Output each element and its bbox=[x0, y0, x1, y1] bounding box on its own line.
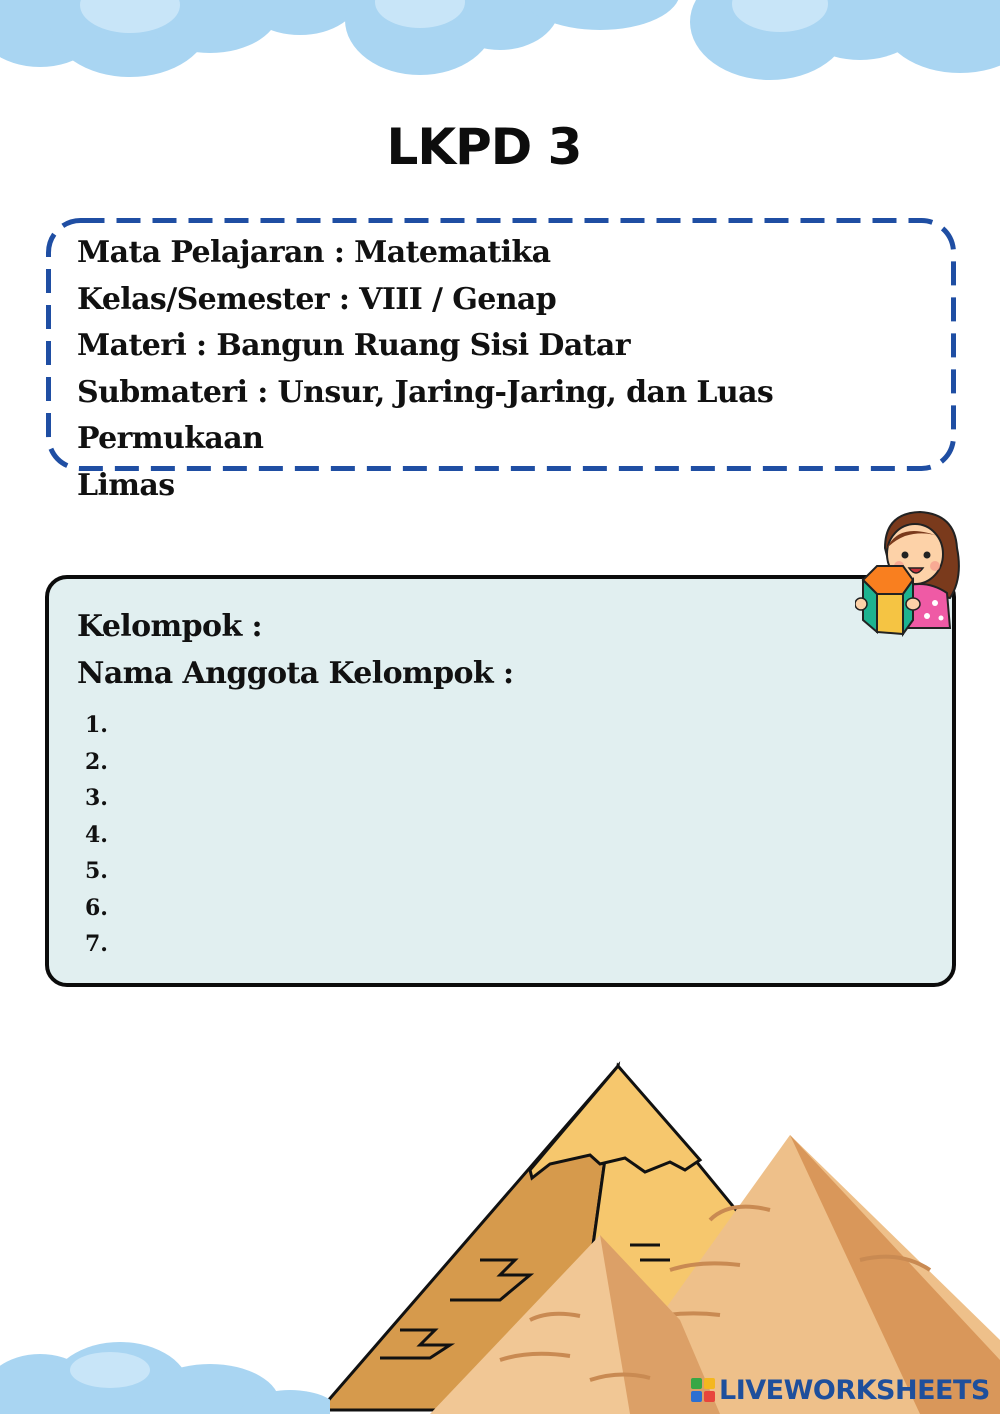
material-line: Materi : Bangun Ruang Sisi Datar bbox=[77, 328, 630, 363]
list-item: 1. bbox=[85, 712, 108, 738]
list-item: 3. bbox=[85, 785, 108, 811]
subject-line: Mata Pelajaran : Matematika bbox=[77, 235, 551, 270]
list-item: 2. bbox=[85, 748, 108, 775]
submaterial-line-cont: Limas bbox=[77, 467, 175, 503]
bottom-clouds-decoration bbox=[0, 1340, 330, 1414]
subject-info-box bbox=[46, 218, 956, 503]
list-item: 4. bbox=[85, 821, 108, 848]
liveworksheets-brand: LIVEWORKSHEETS bbox=[719, 1374, 990, 1406]
class-semester-line: Kelas/Semester : VIII / Genap bbox=[77, 281, 557, 317]
submaterial-line: Submateri : Unsur, Jaring-Jaring, dan Luas Permukaan bbox=[77, 374, 774, 456]
pyramid-icon bbox=[300, 1060, 1000, 1414]
list-item: 7. bbox=[85, 931, 108, 957]
list-item: 5. bbox=[85, 858, 108, 884]
member-list bbox=[85, 707, 108, 963]
girl-with-prism-icon bbox=[855, 508, 967, 638]
liveworksheets-logo-icon bbox=[690, 1377, 716, 1403]
members-label: Nama Anggota Kelompok : bbox=[77, 656, 514, 691]
list-item: 6. bbox=[85, 894, 108, 921]
top-clouds-decoration bbox=[0, 0, 1000, 90]
group-info-box bbox=[45, 575, 956, 987]
page-title: LKPD 3 bbox=[386, 118, 582, 176]
group-label: Kelompok : bbox=[77, 609, 262, 644]
liveworksheets-logo bbox=[690, 1373, 990, 1407]
